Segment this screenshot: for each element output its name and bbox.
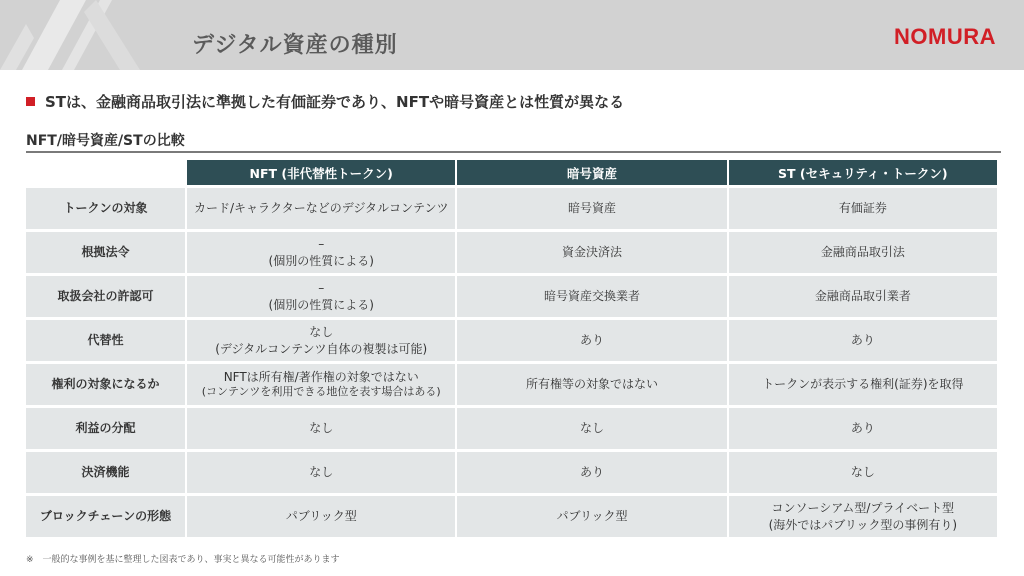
table-row: [26, 452, 997, 493]
table-cell: [457, 364, 726, 405]
table-cell: [457, 496, 726, 537]
cell-line: あり: [580, 465, 605, 480]
table-corner: [26, 160, 185, 185]
table-row: [26, 496, 997, 537]
headline: [26, 91, 624, 112]
row-header: ブロックチェーンの形態: [26, 496, 185, 537]
table-cell: [729, 408, 997, 449]
table-cell: [729, 276, 997, 317]
cell-line: NFTは所有権/著作権の対象ではない: [223, 369, 419, 384]
row-header: 取扱会社の許認可: [26, 276, 185, 317]
comparison-table: [24, 157, 999, 540]
table-cell: [729, 232, 997, 273]
table-cell: [457, 232, 726, 273]
cell-line: あり: [850, 333, 875, 348]
table-cell: [729, 364, 997, 405]
cell-line: 金融商品取引業者: [814, 289, 911, 304]
column-header: NFT (非代替性トークン): [187, 160, 455, 185]
cell-line: (海外ではパブリック型の事例有り): [768, 517, 958, 532]
table-cell: [729, 188, 997, 229]
column-header: 暗号資産: [457, 160, 726, 185]
row-header: 利益の分配: [26, 408, 185, 449]
nomura-logo: NOMURA: [894, 24, 996, 49]
header-decoration-graphic: [0, 0, 160, 70]
table-cell: [187, 188, 455, 229]
cell-line: なし: [580, 421, 605, 436]
cell-line: (個別の性質による): [268, 297, 374, 312]
cell-line: なし: [850, 465, 875, 480]
table-row: [26, 364, 997, 405]
column-header: ST (セキュリティ・トークン): [729, 160, 997, 185]
table-cell: [187, 452, 455, 493]
cell-line: あり: [850, 421, 875, 436]
table-row: [26, 320, 997, 361]
row-header: 決済機能: [26, 452, 185, 493]
cell-line: 金融商品取引法: [820, 245, 905, 260]
cell-line: 暗号資産交換業者: [544, 289, 641, 304]
table-cell: [729, 496, 997, 537]
table-cell: [187, 364, 455, 405]
table-cell: [457, 408, 726, 449]
table-header-row: [26, 160, 997, 185]
cell-line: あり: [580, 333, 605, 348]
table-cell: [187, 232, 455, 273]
cell-line: 所有権等の対象ではない: [526, 377, 659, 392]
cell-line: カード/キャラクターなどのデジタルコンテンツ: [193, 201, 449, 216]
cell-line: 暗号資産: [568, 201, 617, 216]
cell-line: (個別の性質による): [268, 253, 374, 268]
row-header: 代替性: [26, 320, 185, 361]
table-cell: [457, 452, 726, 493]
table-cell: [457, 276, 726, 317]
cell-line: –: [318, 237, 325, 252]
cell-line: 有価証券: [838, 201, 887, 216]
cell-line: なし: [309, 421, 334, 436]
table-cell: [187, 320, 455, 361]
row-header: 根拠法令: [26, 232, 185, 273]
cell-line: 資金決済法: [562, 245, 623, 260]
table-cell: [457, 320, 726, 361]
headline-text: STは、金融商品取引法に準拠した有価証券であり、NFTや暗号資産とは性質が異なる: [45, 93, 625, 111]
row-header: トークンの対象: [26, 188, 185, 229]
cell-line: パブリック型: [556, 509, 628, 524]
section-divider: [26, 151, 1001, 153]
bullet-square-icon: [26, 97, 35, 106]
header-band: [0, 0, 1024, 70]
cell-line: コンソーシアム型/プライベート型: [771, 501, 955, 516]
table-cell: [187, 496, 455, 537]
page-title: デジタル資産の種別: [192, 33, 398, 58]
section-title: NFT/暗号資産/STの比較: [26, 133, 185, 149]
footnote: ※ 一般的な事例を基に整理した図表であり、事実と異なる可能性があります: [26, 555, 340, 565]
table-cell: [729, 452, 997, 493]
cell-line: なし: [309, 465, 334, 480]
table-body: [26, 188, 997, 537]
row-header: 権利の対象になるか: [26, 364, 185, 405]
table-cell: [187, 408, 455, 449]
table-cell: [187, 276, 455, 317]
cell-line: なし: [309, 325, 334, 340]
cell-line: パブリック型: [285, 509, 357, 524]
table-cell: [457, 188, 726, 229]
table-cell: [729, 320, 997, 361]
table-row: [26, 276, 997, 317]
table-row: [26, 232, 997, 273]
table-row: [26, 408, 997, 449]
cell-line: –: [318, 281, 325, 296]
table-row: [26, 188, 997, 229]
cell-line: トークンが表示する権利(証券)を取得: [762, 377, 964, 392]
cell-line: (デジタルコンテンツ自体の複製は可能): [215, 341, 428, 356]
cell-line: (コンテンツを利用できる地位を表す場合はある): [201, 385, 441, 399]
